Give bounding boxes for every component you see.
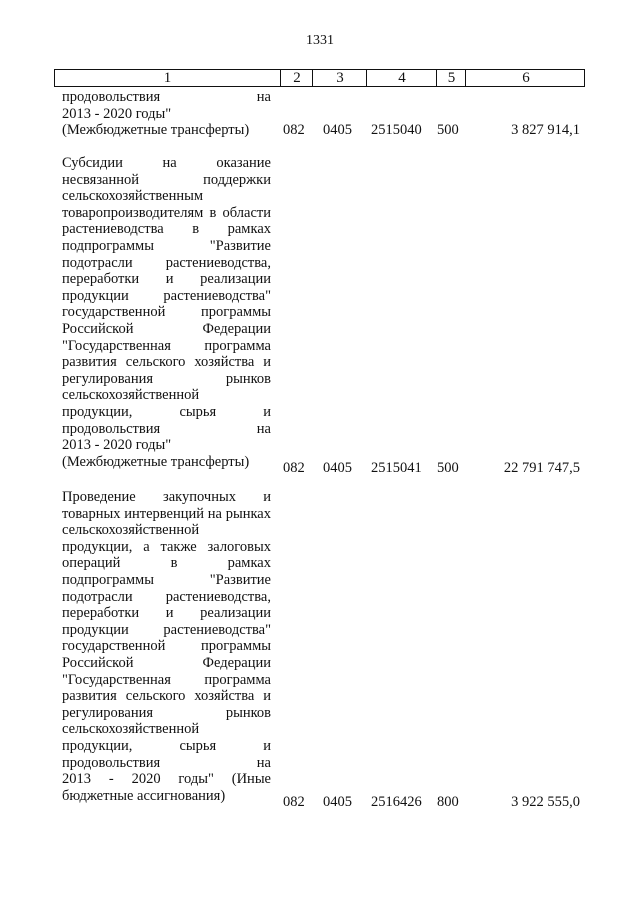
description-line: переработки и реализации <box>62 605 271 622</box>
description-line: продовольствия на <box>62 89 271 105</box>
header-col-5: 5 <box>436 70 466 86</box>
description-line: сельскохозяйственной <box>62 522 200 539</box>
description-line: 2013 - 2020 годы" (Иные <box>62 771 271 788</box>
header-col-2: 2 <box>280 70 313 86</box>
amount: 22 791 747,5 <box>503 460 580 476</box>
code-col-4: 2515040 <box>371 122 422 138</box>
description-line: продовольствия на <box>62 754 271 771</box>
description-line: государственной программы <box>62 638 271 655</box>
amount: 3 922 555,0 <box>511 794 580 810</box>
description-line: бюджетные ассигнования) <box>62 787 226 804</box>
description-line: регулирования рынков <box>62 370 271 387</box>
table-header <box>54 69 585 87</box>
code-col-3: 0405 <box>323 794 352 810</box>
description-line: "Государственная программа <box>62 671 271 688</box>
code-col-3: 0405 <box>323 460 352 476</box>
description-line: Субсидии на оказание <box>62 155 271 171</box>
description-line: товаропроизводителям в области <box>62 204 271 221</box>
description-line: Российской Федерации <box>62 320 271 337</box>
amount: 3 827 914,1 <box>511 122 580 138</box>
description-line: сельскохозяйственным <box>62 188 204 205</box>
header-col-6: 6 <box>465 70 586 86</box>
header-col-3: 3 <box>312 70 367 86</box>
code-col-2: 082 <box>283 794 305 810</box>
description-line: продукции, а также залоговых <box>62 538 271 555</box>
description-line: "Государственная программа <box>62 337 271 354</box>
code-col-2: 082 <box>283 122 305 138</box>
description-line: подпрограммы "Развитие <box>62 571 271 588</box>
code-col-5: 500 <box>437 122 459 138</box>
code-col-4: 2516426 <box>371 794 422 810</box>
row-description <box>62 489 271 804</box>
code-col-3: 0405 <box>323 122 352 138</box>
description-line: сельскохозяйственной <box>62 387 200 404</box>
description-line: подпрограммы "Развитие <box>62 237 271 254</box>
description-line: Проведение закупочных и <box>62 489 271 505</box>
header-col-1: 1 <box>163 70 172 86</box>
code-col-5: 800 <box>437 794 459 810</box>
description-line: подотрасли растениеводства, <box>62 588 271 605</box>
description-line: несвязанной поддержки <box>62 171 271 188</box>
description-line: развития сельского хозяйства и <box>62 354 271 371</box>
header-col-4: 4 <box>366 70 437 86</box>
description-line: Российской Федерации <box>62 654 271 671</box>
description-line: продовольствия на <box>62 420 271 437</box>
description-line: 2013 - 2020 годы" <box>62 437 172 454</box>
description-line: продукции, сырья и <box>62 737 271 754</box>
description-line: (Межбюджетные трансферты) <box>62 122 250 139</box>
page-number: 1331 <box>306 33 334 48</box>
description-line: переработки и реализации <box>62 271 271 288</box>
description-line: развития сельского хозяйства и <box>62 688 271 705</box>
code-col-2: 082 <box>283 460 305 476</box>
description-line: продукции растениеводства" <box>62 621 271 638</box>
description-line: сельскохозяйственной <box>62 721 200 738</box>
code-col-4: 2515041 <box>371 460 422 476</box>
description-line: подотрасли растениеводства, <box>62 254 271 271</box>
description-line: продукции, сырья и <box>62 403 271 420</box>
description-line: государственной программы <box>62 304 271 321</box>
description-line: (Межбюджетные трансферты) <box>62 453 250 470</box>
description-line: растениеводства в рамках <box>62 221 271 238</box>
code-col-5: 500 <box>437 460 459 476</box>
description-line: регулирования рынков <box>62 704 271 721</box>
row-description <box>62 89 271 139</box>
description-line: продукции растениеводства" <box>62 287 271 304</box>
description-line: товарных интервенций на рынках <box>62 505 271 522</box>
row-description <box>62 155 271 470</box>
description-line: операций в рамках <box>62 555 271 572</box>
description-line: 2013 - 2020 годы" <box>62 105 172 122</box>
